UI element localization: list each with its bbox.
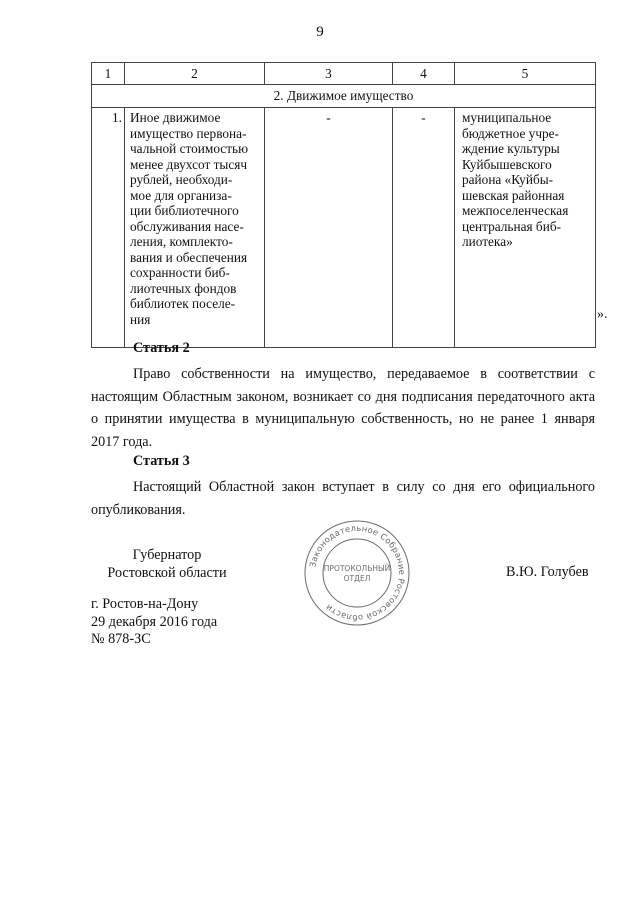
property-name: Иное движимое имущество первона- чальной стоимостью менее двухсот тысяч рублей, необходи- мое для организа- ции библиотечного обслуживания насе- ления, комплекто- вания и обеспечения сохранности биб- лиотечных фондов библиотек поселе- ния (125, 108, 265, 348)
law-date: 29 декабря 2016 года (91, 613, 218, 630)
signature-title-line-1: Губернатор (132, 547, 202, 563)
article-3-text: Настоящий Областной закон вступает в силу со дня его официального опубликования. (91, 479, 595, 518)
signature-name: В.Ю. Голубев (506, 564, 589, 580)
closing-quote: ». (597, 307, 608, 322)
stamp-center-line-2: ОТДЕЛ (343, 574, 371, 583)
header-cell-1: 1 (92, 63, 125, 85)
value-cell-4: - (393, 108, 455, 348)
page-number: 9 (316, 24, 324, 40)
stamp-center-line-1: ПРОТОКОЛЬНЫЙ (323, 564, 391, 573)
property-table (91, 62, 596, 348)
article-3-heading: Статья 3 (133, 453, 190, 469)
city: г. Ростов-на-Дону (91, 596, 199, 612)
place-date-block (91, 596, 217, 649)
table-row (92, 108, 596, 348)
law-number: № 878-ЗС (91, 631, 151, 647)
signature-title (91, 546, 243, 582)
value-cell-3: - (265, 108, 393, 348)
header-cell-5: 5 (455, 63, 596, 85)
header-cell-4: 4 (393, 63, 455, 85)
svg-text:Законодательное Собрание Росто (307, 523, 407, 623)
table-section-row (92, 85, 596, 108)
header-cell-2: 2 (125, 63, 265, 85)
stamp-icon (303, 519, 411, 627)
header-cell-3: 3 (265, 63, 393, 85)
signature-title-line-2: Ростовской области (107, 565, 227, 581)
section-title: 2. Движимое имущество (92, 85, 596, 108)
table-header-row (92, 63, 596, 85)
recipient-name: муниципальное бюджетное учре- ждение культуры Куйбышевского района «Куйбы- шевская районная межпоселенческая центральная биб- лиотека» (455, 108, 596, 348)
stamp-ring-text: Законодательное Собрание Ростовской области (307, 522, 408, 624)
row-number: 1. (92, 108, 125, 348)
article-2-text: Право собственности на имущество, передаваемое в соответствии с настоящим Областным законом, возникает со дня подписания передаточного акта о принятии имущества в муниципальную собственность, но не ранее 1 января 2017 года. (91, 366, 595, 450)
article-2-heading: Статья 2 (133, 340, 190, 356)
